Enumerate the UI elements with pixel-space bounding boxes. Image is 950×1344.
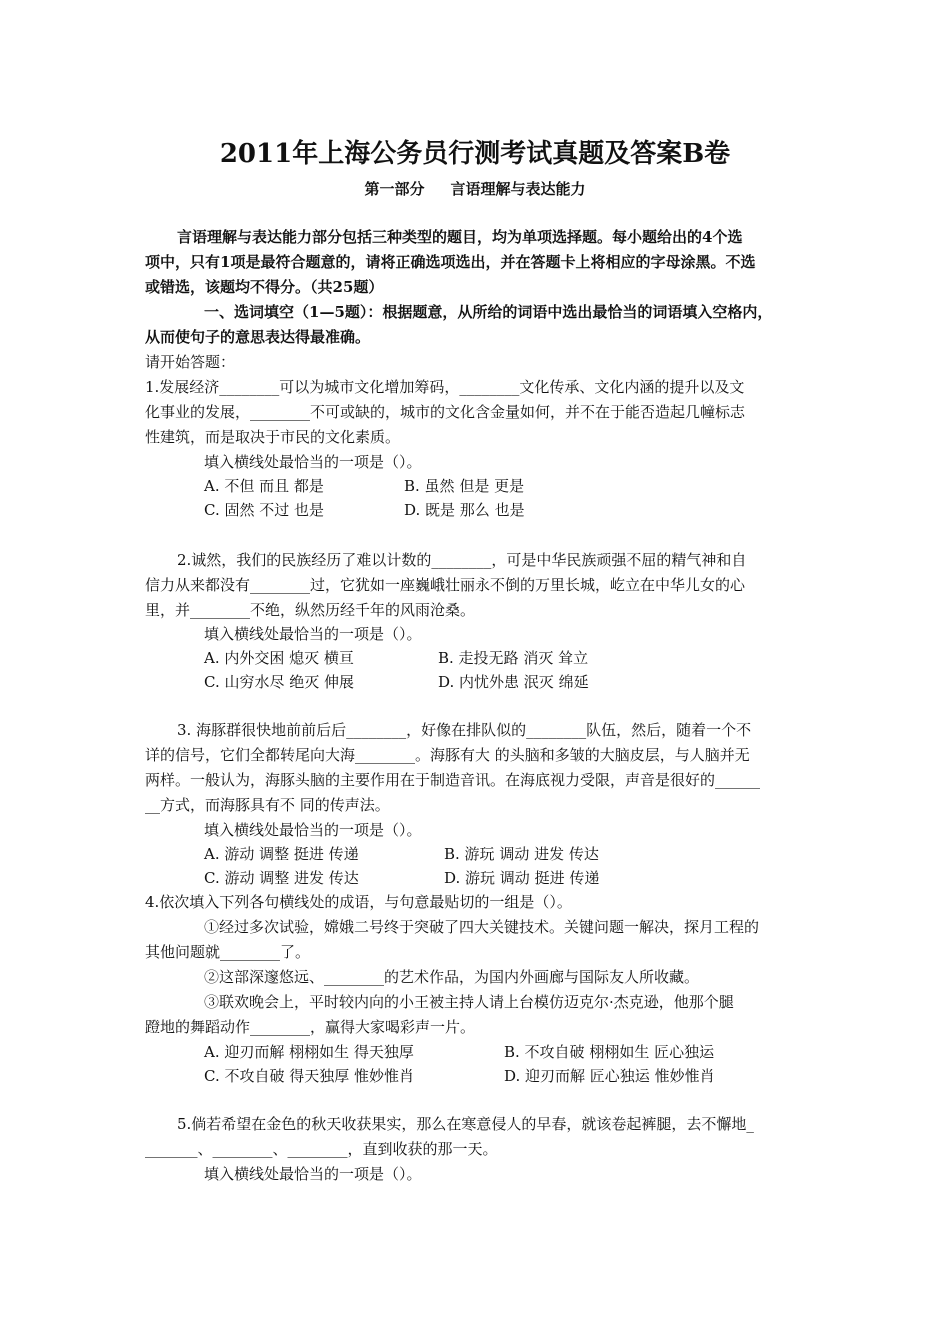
question-2-option-a: A. 内外交困 熄灭 横亘 — [204, 649, 354, 667]
question-3-text: 两样。一般认为，海豚头脑的主要作用在于制造音讯。在海底视力受限，声音是很好的______ — [145, 771, 761, 789]
intro-line: 或错选，该题均不得分。（共25题） — [145, 278, 384, 296]
question-3-option-c: C. 游动 调整 进发 传达 — [204, 869, 359, 887]
question-4-option-c: C. 不攻自破 得天独厚 惟妙惟肖 — [204, 1067, 415, 1085]
question-2-option-c: C. 山穷水尽 绝灭 伸展 — [204, 673, 355, 691]
question-4-sentence-1: ①经过多次试验，嫦娥二号终于突破了四大关键技术。关键问题一解决，探月工程的 — [204, 918, 760, 936]
question-1-prompt: 填入横线处最恰当的一项是（）。 — [204, 453, 422, 471]
question-1-text: 性建筑，而是取决于市民的文化素质。 — [145, 428, 401, 446]
question-5-prompt: 填入横线处最恰当的一项是（）。 — [204, 1165, 422, 1183]
question-3-text: 详的信号，它们全都转尾向大海________。海豚有大 的头脑和多皱的大脑皮层，与人脑并无 — [145, 746, 750, 764]
section-instruction: 从而使句子的意思表达得最准确。 — [145, 328, 371, 346]
question-3-option-b: B. 游玩 调动 进发 传达 — [444, 845, 599, 863]
section-heading — [0, 178, 950, 199]
question-3-text: 3. 海豚群很快地前前后后________，好像在排队似的________队伍，然后，随着一个不 — [177, 721, 752, 739]
question-4-option-b: B. 不攻自破 栩栩如生 匠心独运 — [504, 1043, 715, 1061]
question-1-option-b: B. 虽然 但是 更是 — [404, 477, 525, 495]
question-5-text: 5.倘若希望在金色的秋天收获果实，那么在寒意侵人的早春，就该卷起裤腿，去不懈地_ — [177, 1115, 754, 1133]
question-1-text: 化事业的发展，________不可或缺的，城市的文化含金量如何，并不在于能否造起几幢标志 — [145, 403, 746, 421]
part-title: 言语理解与表达能力 — [450, 180, 586, 198]
question-2-text: 信力从来都没有________过，它犹如一座巍峨壮丽永不倒的万里长城，屹立在中华儿女的心 — [145, 576, 746, 594]
question-4-sentence-3: 蹬地的舞蹈动作________，赢得大家喝彩声一片。 — [145, 1018, 476, 1036]
question-3-text: __方式，而海豚具有不 同的传声法。 — [145, 796, 390, 814]
question-4-sentence-2: ②这部深邃悠远、________的艺术作品，为国内外画廊与国际友人所收藏。 — [204, 968, 700, 986]
question-4-option-a: A. 迎刃而解 栩栩如生 得天独厚 — [204, 1043, 414, 1061]
question-1-option-c: C. 固然 不过 也是 — [204, 501, 325, 519]
question-1-option-d: D. 既是 那么 也是 — [404, 501, 525, 519]
question-1-option-a: A. 不但 而且 都是 — [204, 477, 324, 495]
intro-line: 项中，只有1项是最符合题意的，请将正确选项选出，并在答题卡上将相应的字母涂黑。不选 — [145, 253, 756, 271]
question-4-sentence-1: 其他问题就________了。 — [145, 943, 311, 961]
question-2-text: 2.诚然，我们的民族经历了难以计数的________，可是中华民族顽强不屈的精气神和自 — [177, 551, 747, 569]
question-2-text: 里，并________不绝，纵然历经千年的风雨沧桑。 — [145, 601, 476, 619]
question-1-text: 1.发展经济________可以为城市文化增加筹码，________文化传承、文化内涵的提升以及文 — [145, 378, 745, 396]
question-5-text: _______、________、________，直到收获的那一天。 — [145, 1140, 498, 1158]
part-label: 第一部分 — [364, 180, 425, 198]
question-2-option-b: B. 走投无路 消灭 耸立 — [438, 649, 589, 667]
question-3-option-a: A. 游动 调整 挺进 传递 — [204, 845, 359, 863]
question-2-prompt: 填入横线处最恰当的一项是（）。 — [204, 625, 422, 643]
question-4-text: 4.依次填入下列各句横线处的成语，与句意最贴切的一组是（）。 — [145, 893, 572, 911]
start-prompt: 请开始答题： — [145, 353, 236, 371]
question-3-option-d: D. 游玩 调动 挺进 传递 — [444, 869, 600, 887]
intro-line: 言语理解与表达能力部分包括三种类型的题目，均为单项选择题。每小题给出的4个选 — [177, 228, 743, 246]
doc-title: 2011年上海公务员行测考试真题及答案B卷 — [219, 139, 731, 169]
question-3-prompt: 填入横线处最恰当的一项是（）。 — [204, 821, 422, 839]
question-2-option-d: D. 内忧外患 泯灭 绵延 — [438, 673, 589, 691]
section-instruction: 一、选词填空（1—5题）：根据题意，从所给的词语中选出最恰当的词语填入空格内， — [204, 303, 773, 321]
question-4-option-d: D. 迎刃而解 匠心独运 惟妙惟肖 — [504, 1067, 715, 1085]
question-4-sentence-3: ③联欢晚会上，平时较内向的小王被主持人请上台模仿迈克尔·杰克逊，他那个腿 — [204, 993, 734, 1011]
